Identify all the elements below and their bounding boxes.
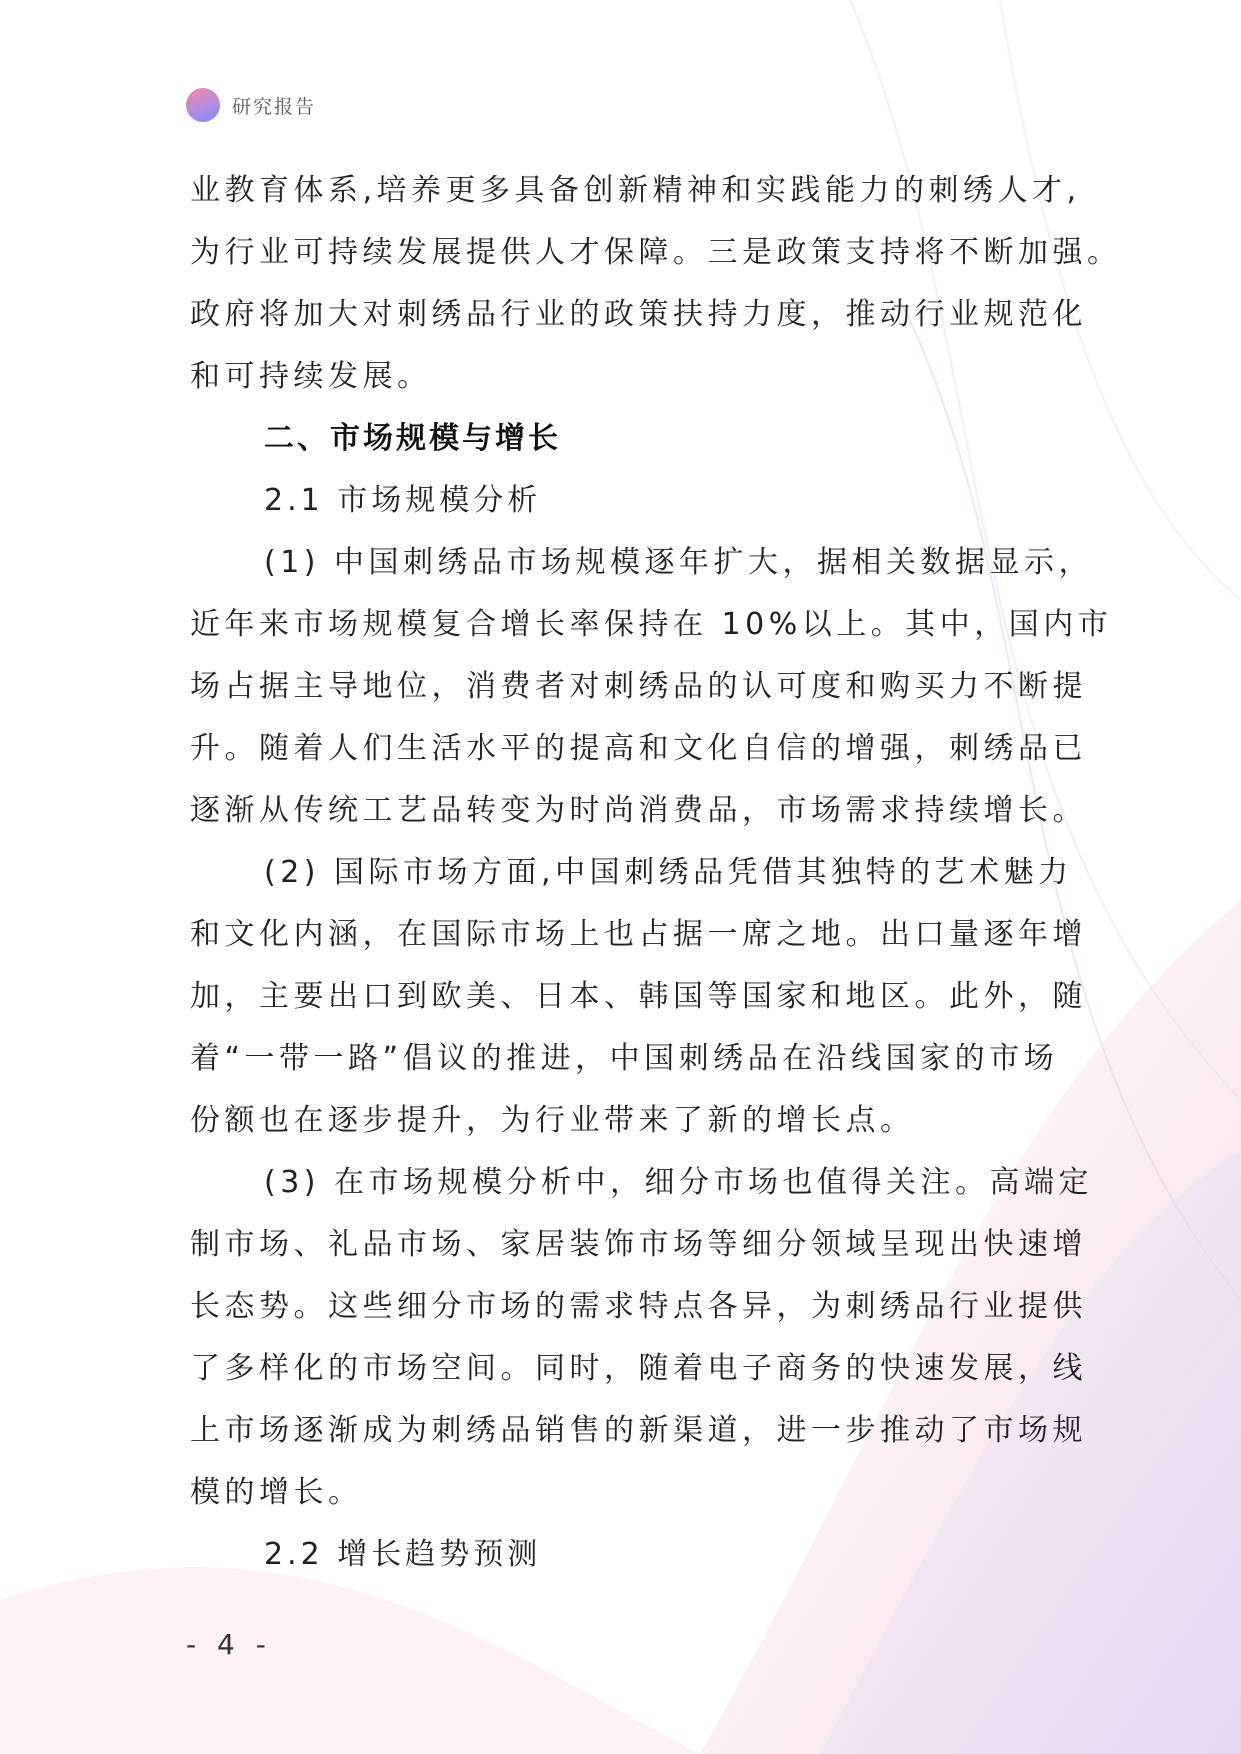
report-type-label: 研究报告 <box>232 95 317 118</box>
subsection-heading-2-1: 2.1 市场规模分析 <box>264 483 542 518</box>
report-header <box>186 88 316 122</box>
paragraph-2-line: 着“一带一路”倡议的推进，中国刺绣品在沿线国家的市场 <box>190 1041 1059 1076</box>
subsection-heading-2-2: 2.2 增长趋势预测 <box>264 1537 542 1572</box>
body-line: 为行业可持续发展提供人才保障。三是政策支持将不断加强。 <box>190 235 1122 270</box>
body-line: 业教育体系,培养更多具备创新精神和实践能力的刺绣人才, <box>190 173 1081 208</box>
paragraph-1-line: 近年来市场规模复合增长率保持在 10%以上。其中，国内市 <box>190 607 1113 642</box>
section-heading: 二、市场规模与增长 <box>264 421 561 456</box>
paragraph-3-line: 制市场、礼品市场、家居装饰市场等细分领域呈现出快速增 <box>190 1227 1087 1262</box>
paragraph-1-line: 逐渐从传统工艺品转变为时尚消费品，市场需求持续增长。 <box>190 793 1087 828</box>
body-line: 政府将加大对刺绣品行业的政策扶持力度，推动行业规范化 <box>190 297 1087 332</box>
paragraph-1-line: 场占据主导地位，消费者对刺绣品的认可度和购买力不断提 <box>190 669 1087 704</box>
paragraph-1-line: (1) 中国刺绣品市场规模逐年扩大，据相关数据显示， <box>264 545 1094 580</box>
page-number: - 4 - <box>186 1628 272 1661</box>
paragraph-1-line: 升。随着人们生活水平的提高和文化自信的增强，刺绣品已 <box>190 731 1087 766</box>
paragraph-3-line: (3) 在市场规模分析中，细分市场也值得关注。高端定 <box>264 1165 1094 1200</box>
body-line: 和可持续发展。 <box>190 359 432 394</box>
paragraph-2-line: (2) 国际市场方面,中国刺绣品凭借其独特的艺术魅力 <box>264 855 1073 890</box>
paragraph-3-line: 模的增长。 <box>190 1475 363 1510</box>
paragraph-2-line: 加，主要出口到欧美、日本、韩国等国家和地区。此外，随 <box>190 979 1087 1014</box>
paragraph-2-line: 份额也在逐步提升，为行业带来了新的增长点。 <box>190 1103 915 1138</box>
document-body <box>190 160 1122 1586</box>
logo-circle-icon <box>186 88 220 122</box>
paragraph-3-line: 长态势。这些细分市场的需求特点各异，为刺绣品行业提供 <box>190 1289 1087 1324</box>
paragraph-3-line: 了多样化的市场空间。同时，随着电子商务的快速发展，线 <box>190 1351 1087 1386</box>
paragraph-3-line: 上市场逐渐成为刺绣品销售的新渠道，进一步推动了市场规 <box>190 1413 1087 1448</box>
paragraph-2-line: 和文化内涵，在国际市场上也占据一席之地。出口量逐年增 <box>190 917 1087 952</box>
